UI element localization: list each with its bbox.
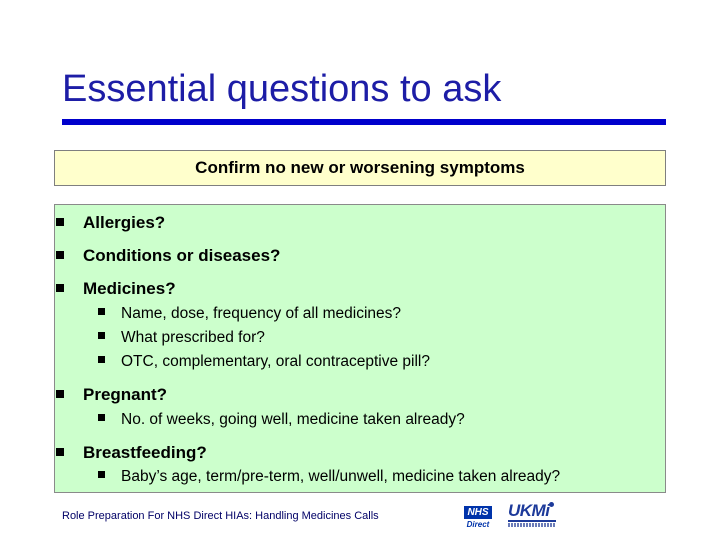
square-bullet-icon xyxy=(98,356,105,363)
symptoms-banner: Confirm no new or worsening symptoms xyxy=(54,150,666,186)
question-item xyxy=(56,246,280,266)
question-label: Pregnant? xyxy=(83,385,168,404)
sub-question-item xyxy=(98,304,401,323)
square-bullet-icon xyxy=(56,251,64,259)
question-label: Allergies? xyxy=(83,213,166,232)
nhs-direct-logo-icon xyxy=(464,506,492,530)
square-bullet-icon xyxy=(56,284,64,292)
question-label: Medicines? xyxy=(83,279,176,298)
square-bullet-icon xyxy=(98,308,105,315)
sub-question-item xyxy=(98,467,560,486)
nhs-logo-text: NHS xyxy=(464,506,492,519)
question-item xyxy=(56,443,207,463)
ukmi-logo-dot xyxy=(549,502,554,507)
square-bullet-icon xyxy=(98,332,105,339)
sub-question-label: No. of weeks, going well, medicine taken already? xyxy=(121,411,465,428)
square-bullet-icon xyxy=(56,218,64,226)
nhs-logo-subtitle: Direct xyxy=(466,520,490,529)
ukmi-logo-tagline xyxy=(508,523,556,527)
question-item xyxy=(56,385,167,405)
sub-question-item xyxy=(98,328,265,347)
ukmi-logo-icon xyxy=(508,501,556,531)
sub-question-label: Name, dose, frequency of all medicines? xyxy=(121,305,402,322)
question-label: Breastfeeding? xyxy=(83,443,207,462)
sub-question-item xyxy=(98,352,430,371)
square-bullet-icon xyxy=(56,390,64,398)
title-underline xyxy=(62,119,666,125)
square-bullet-icon xyxy=(56,448,64,456)
sub-question-label: OTC, complementary, oral contraceptive pill? xyxy=(121,353,430,370)
ukmi-logo-underline xyxy=(508,520,556,522)
question-item xyxy=(56,279,176,299)
slide-title: Essential questions to ask xyxy=(62,68,502,110)
question-item xyxy=(56,213,165,233)
ukmi-logo-text: UKMi xyxy=(508,501,550,520)
slide-footer: Role Preparation For NHS Direct HIAs: Handling Medicines Calls xyxy=(62,510,379,522)
sub-question-label: What prescribed for? xyxy=(121,329,265,346)
question-label: Conditions or diseases? xyxy=(83,246,281,265)
sub-question-item xyxy=(98,410,465,429)
square-bullet-icon xyxy=(98,414,105,421)
square-bullet-icon xyxy=(98,471,105,478)
sub-question-label: Baby’s age, term/pre-term, well/unwell, medicine taken already? xyxy=(121,468,561,485)
